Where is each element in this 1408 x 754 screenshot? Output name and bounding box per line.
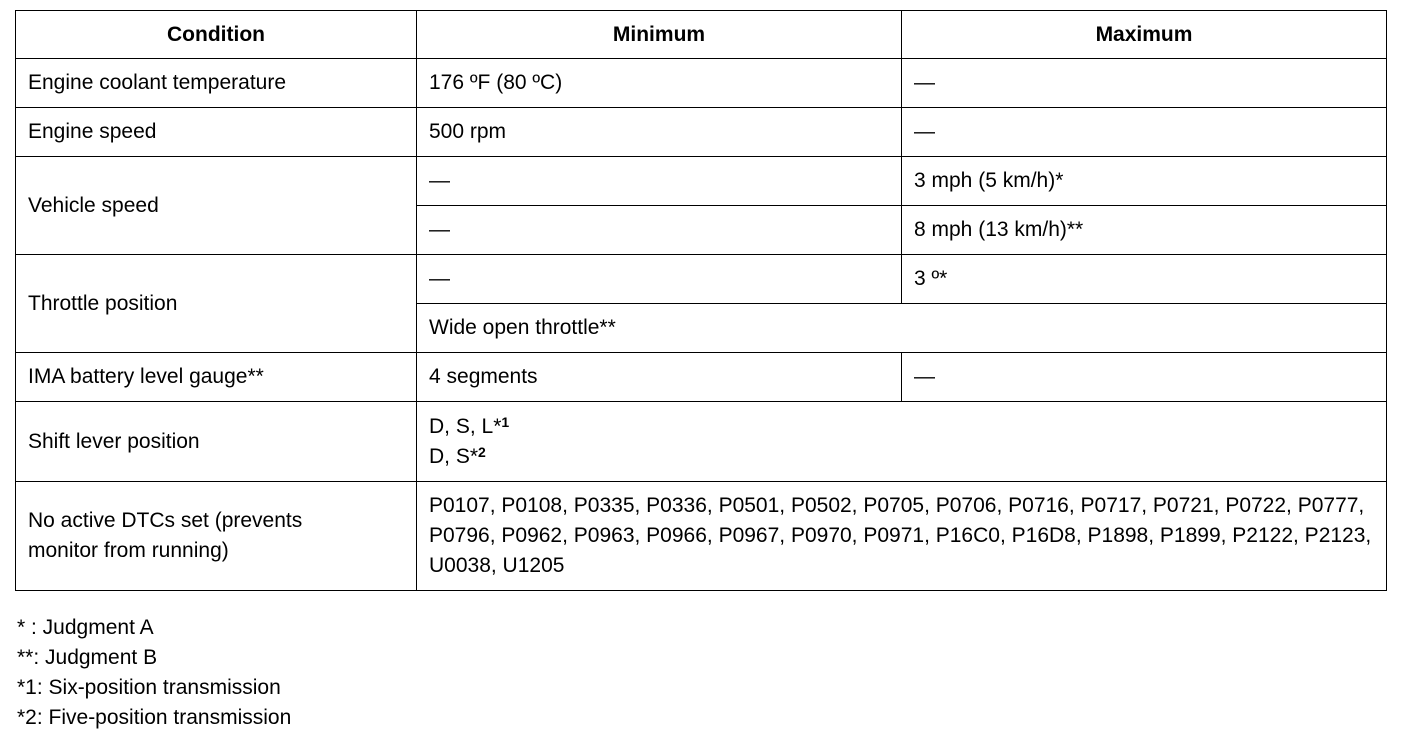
footnote-six-position: *1: Six-position transmission <box>17 676 281 699</box>
merged-value-cell: Wide open throttle** <box>417 304 1387 353</box>
maximum-cell: 8 mph (13 km/h)** <box>902 206 1387 255</box>
minimum-cell: 176 ºF (80 ºC) <box>417 59 902 108</box>
footnote-five-position: *2: Five-position transmission <box>17 706 292 729</box>
header-condition: Condition <box>16 11 417 59</box>
condition-cell: Throttle position <box>16 255 417 353</box>
condition-cell: Vehicle speed <box>16 157 417 255</box>
table-row <box>16 482 1387 591</box>
minimum-cell: — <box>417 255 902 304</box>
table-row <box>16 108 1387 157</box>
maximum-cell: — <box>902 59 1387 108</box>
header-minimum: Minimum <box>417 11 902 59</box>
minimum-cell: 500 rpm <box>417 108 902 157</box>
minimum-cell: — <box>417 157 902 206</box>
table-row <box>16 402 1387 482</box>
shift-line-1: D, S, L*$^1$ <box>429 413 510 438</box>
maximum-cell: 3 mph (5 km/h)* <box>902 157 1387 206</box>
table-row <box>16 59 1387 108</box>
minimum-cell: — <box>417 206 902 255</box>
maximum-cell: — <box>902 353 1387 402</box>
footnotes <box>17 613 291 733</box>
maximum-cell: 3 º* <box>902 255 1387 304</box>
footnote-marker: 1 <box>501 413 510 430</box>
condition-cell: Engine speed <box>16 108 417 157</box>
footnote-judgment-b: **: Judgment B <box>17 646 158 669</box>
conditions-table <box>15 10 1387 591</box>
shift-line-2: D, S*$^2$ <box>429 443 486 468</box>
condition-cell: Engine coolant temperature <box>16 59 417 108</box>
header-row <box>16 11 1387 59</box>
table-row <box>16 255 1387 304</box>
merged-value-cell <box>417 402 1387 482</box>
maximum-cell: — <box>902 108 1387 157</box>
condition-cell: IMA battery level gauge** <box>16 353 417 402</box>
footnote-marker: 2 <box>478 443 486 460</box>
condition-cell: No active DTCs set (prevents monitor from running) <box>16 482 417 591</box>
condition-cell: Shift lever position <box>16 402 417 482</box>
minimum-cell: 4 segments <box>417 353 902 402</box>
dtc-codes-cell: P0107, P0108, P0335, P0336, P0501, P0502, P0705, P0706, P0716, P0717, P0721, P0722, P0777, P0796, P0962, P0963, P0966, P0967, P0970, P0971, P16C0, P16D8, P1898, P1899, P2122, P2123, U0038, U1205 <box>417 482 1387 591</box>
table-row <box>16 157 1387 206</box>
header-maximum: Maximum <box>902 11 1387 59</box>
footnote-judgment-a: * : Judgment A <box>17 616 154 639</box>
table-row <box>16 353 1387 402</box>
